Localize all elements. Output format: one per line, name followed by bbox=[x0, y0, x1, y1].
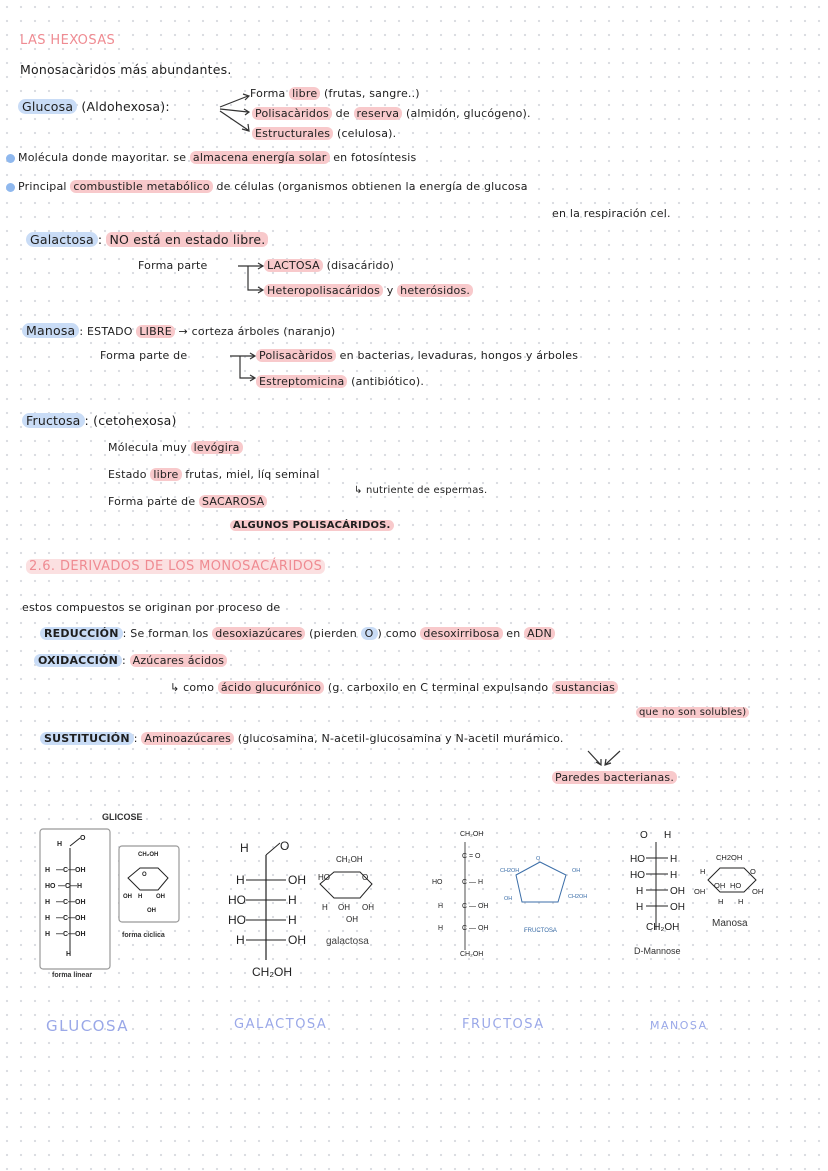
svg-text:H: H bbox=[45, 915, 51, 922]
svg-text:C — OH: C — OH bbox=[462, 903, 489, 910]
glucosa-branch-2: Polisacàridos de reserva (almidón, glucógeno). bbox=[252, 107, 531, 120]
svg-text:C = O: C = O bbox=[462, 853, 481, 860]
reduccion-line: REDUCCIÓN : Se forman los desoxiazúcares (pierden O ) como desoxirribosa en ADN bbox=[40, 627, 555, 640]
svg-text:H: H bbox=[636, 902, 644, 913]
svg-text:C — OH: C — OH bbox=[462, 925, 489, 932]
bottom-label-glucosa: GLUCOSA bbox=[46, 1017, 130, 1035]
svg-text:HO: HO bbox=[45, 883, 56, 890]
galactosa-branch-1: LACTOSA (disacárido) bbox=[264, 259, 394, 272]
svg-text:C — H: C — H bbox=[462, 879, 483, 886]
svg-text:HO: HO bbox=[630, 870, 645, 881]
hexose-structures-figure bbox=[0, 806, 828, 996]
svg-text:O: O bbox=[536, 856, 541, 862]
bottom-label-manosa: MANOSA bbox=[650, 1019, 708, 1032]
svg-text:O: O bbox=[750, 867, 756, 876]
svg-text:H: H bbox=[738, 897, 744, 906]
glucosa-sub: (Aldohexosa): bbox=[81, 99, 170, 114]
svg-text:H: H bbox=[700, 867, 706, 876]
svg-text:OH: OH bbox=[670, 902, 685, 913]
oxidaccion-line: OXIDACCIÓN : Azúcares ácidos bbox=[34, 654, 227, 667]
fructosa-heading: Fructosa : (cetohexosa) bbox=[22, 413, 177, 428]
manosa-branch-2: Estreptomicina (antibiótico). bbox=[256, 375, 424, 388]
glucosa-branch-3: Estructurales (celulosa). bbox=[252, 127, 396, 140]
svg-text:OH: OH bbox=[362, 903, 374, 912]
svg-text:—C—H: —C—H bbox=[58, 883, 83, 890]
svg-text:H: H bbox=[670, 854, 678, 865]
svg-text:H: H bbox=[45, 899, 51, 906]
svg-text:OH: OH bbox=[752, 887, 764, 896]
svg-text:O: O bbox=[362, 873, 369, 882]
svg-text:H: H bbox=[57, 841, 63, 848]
bottom-label-fructosa: FRUCTOSA bbox=[462, 1017, 545, 1032]
page-title: LAS HEXOSAS bbox=[20, 33, 116, 48]
svg-text:H: H bbox=[236, 873, 245, 887]
galactosa-branch-arrows bbox=[236, 258, 266, 298]
svg-text:CH₂OH: CH₂OH bbox=[460, 951, 484, 958]
manosa-caption: Manosa bbox=[712, 918, 748, 929]
svg-text:CH2OH: CH2OH bbox=[568, 894, 588, 900]
svg-text:CH₂OH: CH₂OH bbox=[252, 965, 292, 979]
section-intro: estos compuestos se originan por proceso de bbox=[22, 601, 281, 614]
svg-text:O: O bbox=[80, 835, 86, 842]
svg-text:O: O bbox=[280, 839, 290, 853]
svg-text:OH: OH bbox=[123, 894, 132, 900]
svg-text:H: H bbox=[636, 886, 644, 897]
fructosa-note: ↳ nutriente de espermas. bbox=[354, 485, 488, 496]
svg-text:OH: OH bbox=[288, 873, 306, 887]
galactosa-caption: galactosa bbox=[326, 936, 369, 947]
galactosa-heading: Galactosa : NO está en estado libre. bbox=[26, 232, 268, 247]
bullet-dot-icon bbox=[6, 183, 15, 192]
fructosa-caption: FRUCTOSA bbox=[524, 928, 557, 934]
svg-text:HO: HO bbox=[432, 879, 443, 886]
glucosa-point-2-cont: en la respiración cel. bbox=[552, 207, 671, 220]
svg-text:H: H bbox=[322, 903, 328, 912]
svg-text:H: H bbox=[288, 913, 297, 927]
sustitucion-line: SUSTITUCIÓN : Aminoazúcares (glucosamina, N-acetil-glucosamina y N-acetil murámico. bbox=[40, 732, 564, 745]
svg-text:OH: OH bbox=[694, 887, 706, 896]
svg-text:H: H bbox=[288, 893, 297, 907]
svg-text:CH₂OH: CH₂OH bbox=[646, 922, 680, 933]
svg-text:—C—OH: —C—OH bbox=[56, 931, 86, 938]
svg-text:HO: HO bbox=[730, 881, 742, 890]
svg-text:H: H bbox=[138, 894, 143, 900]
svg-text:CH2OH: CH2OH bbox=[500, 868, 520, 874]
galactosa-forma: Forma parte bbox=[138, 259, 208, 272]
svg-text:—C—OH: —C—OH bbox=[56, 899, 86, 906]
section-title: 2.6. DERIVADOS DE LOS MONOSACÁRIDOS bbox=[26, 559, 325, 574]
sustitucion-line-2: Paredes bacterianas. bbox=[552, 771, 677, 784]
glucosa-heading bbox=[18, 99, 170, 114]
svg-text:H: H bbox=[664, 830, 672, 841]
svg-text:OH: OH bbox=[572, 868, 581, 874]
fructosa-line-1: Mólecula muy levógira bbox=[108, 441, 243, 454]
mannose-caption: D-Mannose bbox=[634, 946, 681, 956]
glucosa-label: Glucosa bbox=[18, 99, 77, 114]
manosa-forma: Forma parte de bbox=[100, 349, 188, 362]
svg-text:H: H bbox=[438, 903, 444, 910]
svg-text:OH: OH bbox=[147, 908, 156, 914]
glicose-title: GLICOSE bbox=[102, 812, 143, 822]
svg-text:OH: OH bbox=[338, 903, 350, 912]
svg-text:OH: OH bbox=[288, 933, 306, 947]
svg-text:CH2OH: CH2OH bbox=[716, 853, 743, 862]
svg-text:O: O bbox=[640, 830, 648, 841]
forma-linear-label: forma linear bbox=[52, 972, 93, 979]
svg-text:CH₂OH: CH₂OH bbox=[460, 831, 484, 838]
svg-text:H: H bbox=[66, 951, 72, 958]
svg-text:—C—OH: —C—OH bbox=[56, 867, 86, 874]
sustitucion-arrows bbox=[584, 748, 624, 770]
svg-text:H: H bbox=[670, 870, 678, 881]
svg-text:H: H bbox=[45, 867, 51, 874]
svg-text:CH₂OH: CH₂OH bbox=[138, 852, 159, 858]
glucosa-branch-1: Forma libre (frutas, sangre..) bbox=[250, 87, 420, 100]
svg-text:—C—OH: —C—OH bbox=[56, 915, 86, 922]
svg-text:HO: HO bbox=[318, 873, 330, 882]
svg-text:HO: HO bbox=[228, 913, 246, 927]
forma-ciclica-label: forma cíclica bbox=[122, 932, 165, 939]
svg-text:H: H bbox=[45, 931, 51, 938]
intro-line: Monosacàridos más abundantes. bbox=[20, 62, 232, 77]
svg-text:OH: OH bbox=[504, 896, 513, 902]
fructosa-line-4: ALGUNOS POLISACÁRIDOS. bbox=[230, 520, 394, 531]
svg-text:OH: OH bbox=[156, 894, 165, 900]
bottom-label-galactosa: GALACTOSA bbox=[234, 1017, 328, 1032]
svg-text:H: H bbox=[240, 841, 249, 855]
svg-text:O: O bbox=[142, 872, 147, 878]
svg-text:OH: OH bbox=[714, 881, 726, 890]
svg-text:H: H bbox=[718, 897, 724, 906]
svg-text:CH₂OH: CH₂OH bbox=[336, 855, 363, 864]
bullet-dot-icon bbox=[6, 154, 15, 163]
svg-text:HO: HO bbox=[630, 854, 645, 865]
svg-text:H: H bbox=[236, 933, 245, 947]
manosa-branch-arrows bbox=[228, 348, 258, 388]
glucosa-point-1: Molécula donde mayoritar. se almacena energía solar en fotosíntesis bbox=[18, 151, 417, 164]
fructosa-line-3: Forma parte de SACAROSA bbox=[108, 495, 267, 508]
svg-text:OH: OH bbox=[346, 915, 358, 924]
svg-text:OH: OH bbox=[670, 886, 685, 897]
galactosa-branch-2: Heteropolisacáridos y heterósidos. bbox=[264, 284, 473, 297]
svg-text:H: H bbox=[438, 925, 444, 932]
oxidaccion-line-3: que no son solubles) bbox=[636, 707, 749, 718]
glucosa-point-2: Principal combustible metabólico de células (organismos obtienen la energía de glucosa bbox=[18, 180, 528, 193]
oxidaccion-line-2: ↳ como ácido glucurónico (g. carboxilo en C terminal expulsando sustancias bbox=[170, 681, 618, 694]
manosa-heading: Manosa : ESTADO LIBRE → corteza árboles (naranjo) bbox=[22, 323, 335, 338]
fructosa-line-2: Estado libre frutas, miel, líq seminal bbox=[108, 468, 320, 481]
manosa-branch-1: Polisacàridos en bacterias, levaduras, hongos y árboles bbox=[256, 349, 578, 362]
svg-text:HO: HO bbox=[228, 893, 246, 907]
glucosa-branch-arrows bbox=[218, 90, 254, 140]
